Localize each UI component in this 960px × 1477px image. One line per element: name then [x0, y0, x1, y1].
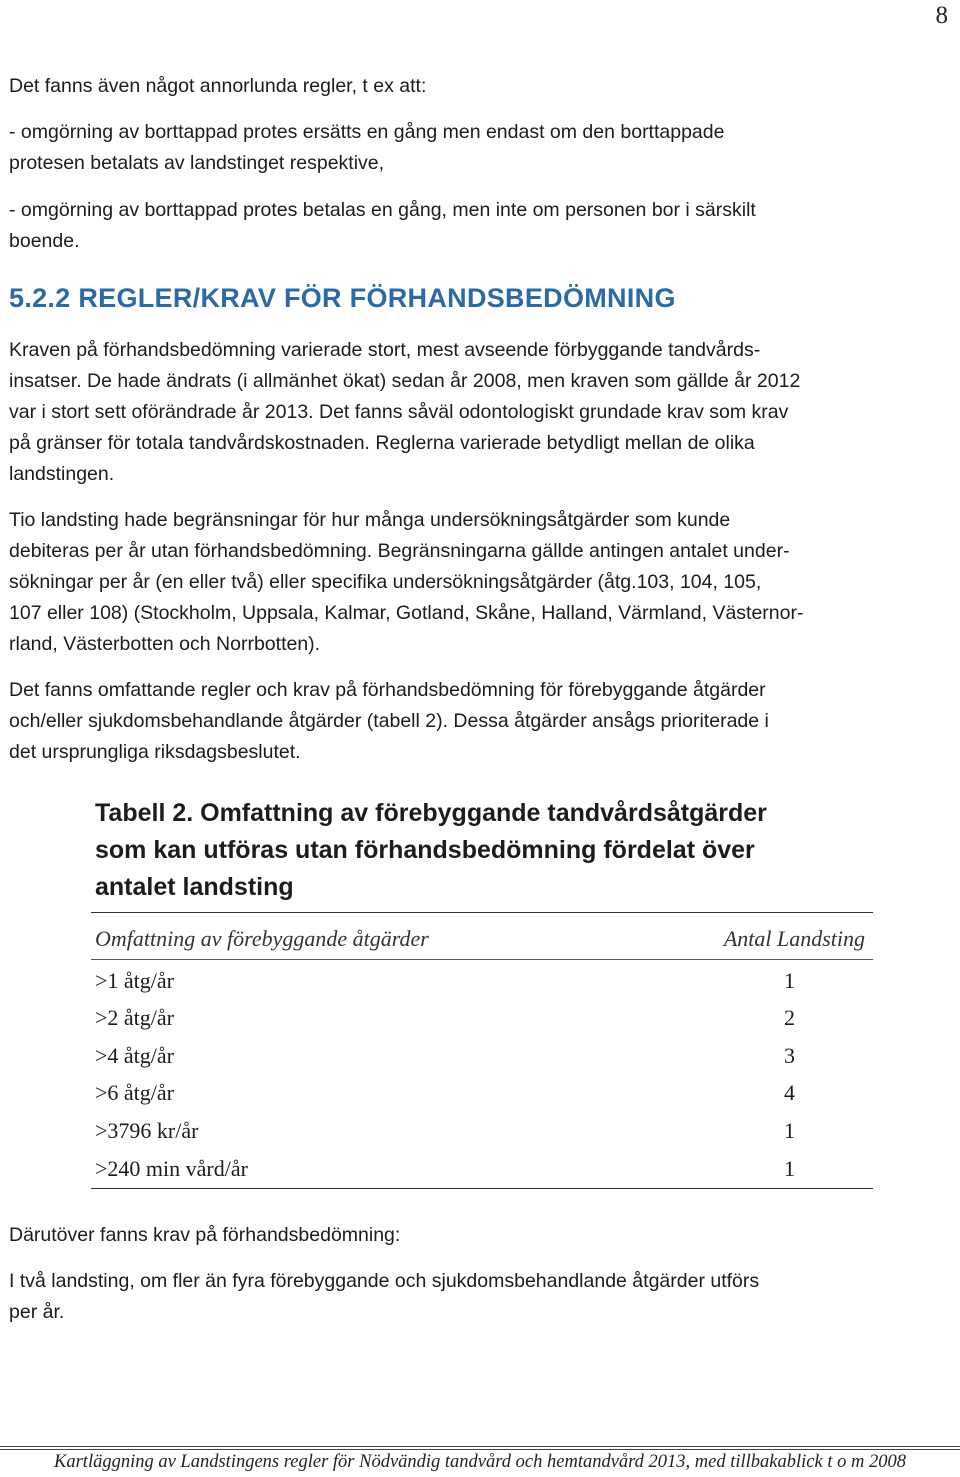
table-header-row [91, 913, 873, 960]
table-row [91, 1112, 873, 1150]
text-line: och/eller sjukdomsbehandlande åtgärder (tabell 2). Dessa åtgärder ansågs prioriterade i [9, 710, 769, 732]
text-line: - omgörning av borttappad protes betalas en gång, men inte om personen bor i särskilt [9, 199, 756, 221]
text-line: det ursprungliga riksdagsbeslutet. [9, 741, 301, 763]
text-line: Det fanns omfattande regler och krav på förhandsbedömning för förebyggande åtgärder [9, 679, 766, 701]
text-line: debiteras per år utan förhandsbedömning. Begränsningarna gällde antingen antalet under- [9, 540, 790, 562]
intro-paragraph [9, 71, 954, 102]
table-row [91, 1075, 873, 1113]
table-row [91, 960, 873, 1000]
section-heading: 5.2.2 REGLER/KRAV FÖR FÖRHANDSBEDÖMNING [9, 283, 676, 313]
table-title [95, 795, 885, 906]
table-row [91, 1150, 873, 1189]
text-line: insatser. De hade ändrats (i allmänhet ökat) sedan år 2008, men kraven som gällde år 2012 [9, 370, 801, 392]
text-line: Kraven på förhandsbedömning varierade stort, mest avseende förbyggande tandvårds- [9, 339, 761, 361]
limitations-paragraph [9, 505, 954, 660]
text-line: 107 eller 108) (Stockholm, Uppsala, Kalmar, Gotland, Skåne, Halland, Värmland, Västernor- [9, 602, 804, 624]
text-line: Tio landsting hade begränsningar för hur många undersökningsåtgärder som kunde [9, 509, 731, 531]
column-header-scope: Omfattning av förebyggande åtgärder [91, 913, 631, 960]
footer-divider [0, 1446, 960, 1450]
text-line: rland, Västerbotten och Norrbotten). [9, 633, 321, 655]
text-line: per år. [9, 1301, 65, 1323]
text-line: protesen betalats av landstinget respektive, [9, 152, 385, 174]
extensive-rules-paragraph [9, 675, 954, 768]
text-line: Därutöver fanns krav på förhandsbedömning: [9, 1224, 401, 1246]
text-line: på gränser för totala tandvårdskostnaden. Reglerna varierade betydligt mellan de olika [9, 432, 755, 454]
table-row [91, 1000, 873, 1038]
text-line: landstingen. [9, 463, 115, 485]
text-line: var i stort sett oförändrade år 2013. Det fanns såväl odontologiskt grundade krav som krav [9, 401, 789, 423]
table-cell-count: 1 [784, 1117, 795, 1143]
text-line: sökningar per år (en eller två) eller specifika undersökningsåtgärder (åtg.103, 104, 105, [9, 571, 762, 593]
page-footer: Kartläggning av Landstingens regler för Nödvändig tandvård och hemtandvård 2013, med tillbakablick t o m 2008 [54, 1452, 906, 1472]
table-cell-scope: >3796 kr/år [95, 1117, 199, 1143]
table-row [91, 1037, 873, 1075]
table-cell-scope: >2 åtg/år [95, 1005, 174, 1031]
additional-requirements-intro [9, 1220, 954, 1251]
text-line: - omgörning av borttappad protes ersätts en gång men endast om den borttappade [9, 121, 725, 143]
table-title-line: Tabell 2. Omfattning av förebyggande tandvårdsåtgärder [95, 799, 767, 827]
text-line: boende. [9, 230, 80, 252]
text-line: Det fanns även något annorlunda regler, t ex att: [9, 75, 427, 97]
rule-item-1 [9, 117, 954, 179]
table-cell-count: 3 [784, 1042, 795, 1068]
table-cell-count: 1 [631, 1150, 873, 1189]
table-cell-scope: >4 åtg/år [95, 1042, 174, 1068]
table-cell-count: 2 [784, 1005, 795, 1031]
additional-requirements-item [9, 1266, 954, 1328]
requirements-paragraph [9, 335, 954, 490]
text-line: I två landsting, om fler än fyra förebyggande och sjukdomsbehandlande åtgärder utförs [9, 1270, 760, 1292]
table-cell-count: 4 [784, 1080, 795, 1106]
table-cell-count: 1 [784, 967, 795, 993]
table-title-line: som kan utföras utan förhandsbedömning fördelat över [95, 836, 755, 864]
preventive-measures-table [91, 912, 873, 1189]
table-cell-scope: >6 åtg/år [95, 1080, 174, 1106]
table-title-line: antalet landsting [95, 873, 294, 901]
column-header-count: Antal Landsting [631, 913, 873, 960]
rule-item-2 [9, 195, 954, 257]
page-number: 8 [935, 2, 948, 29]
table-cell-scope: >1 åtg/år [95, 967, 174, 993]
table-cell-scope: >240 min vård/år [91, 1150, 631, 1189]
